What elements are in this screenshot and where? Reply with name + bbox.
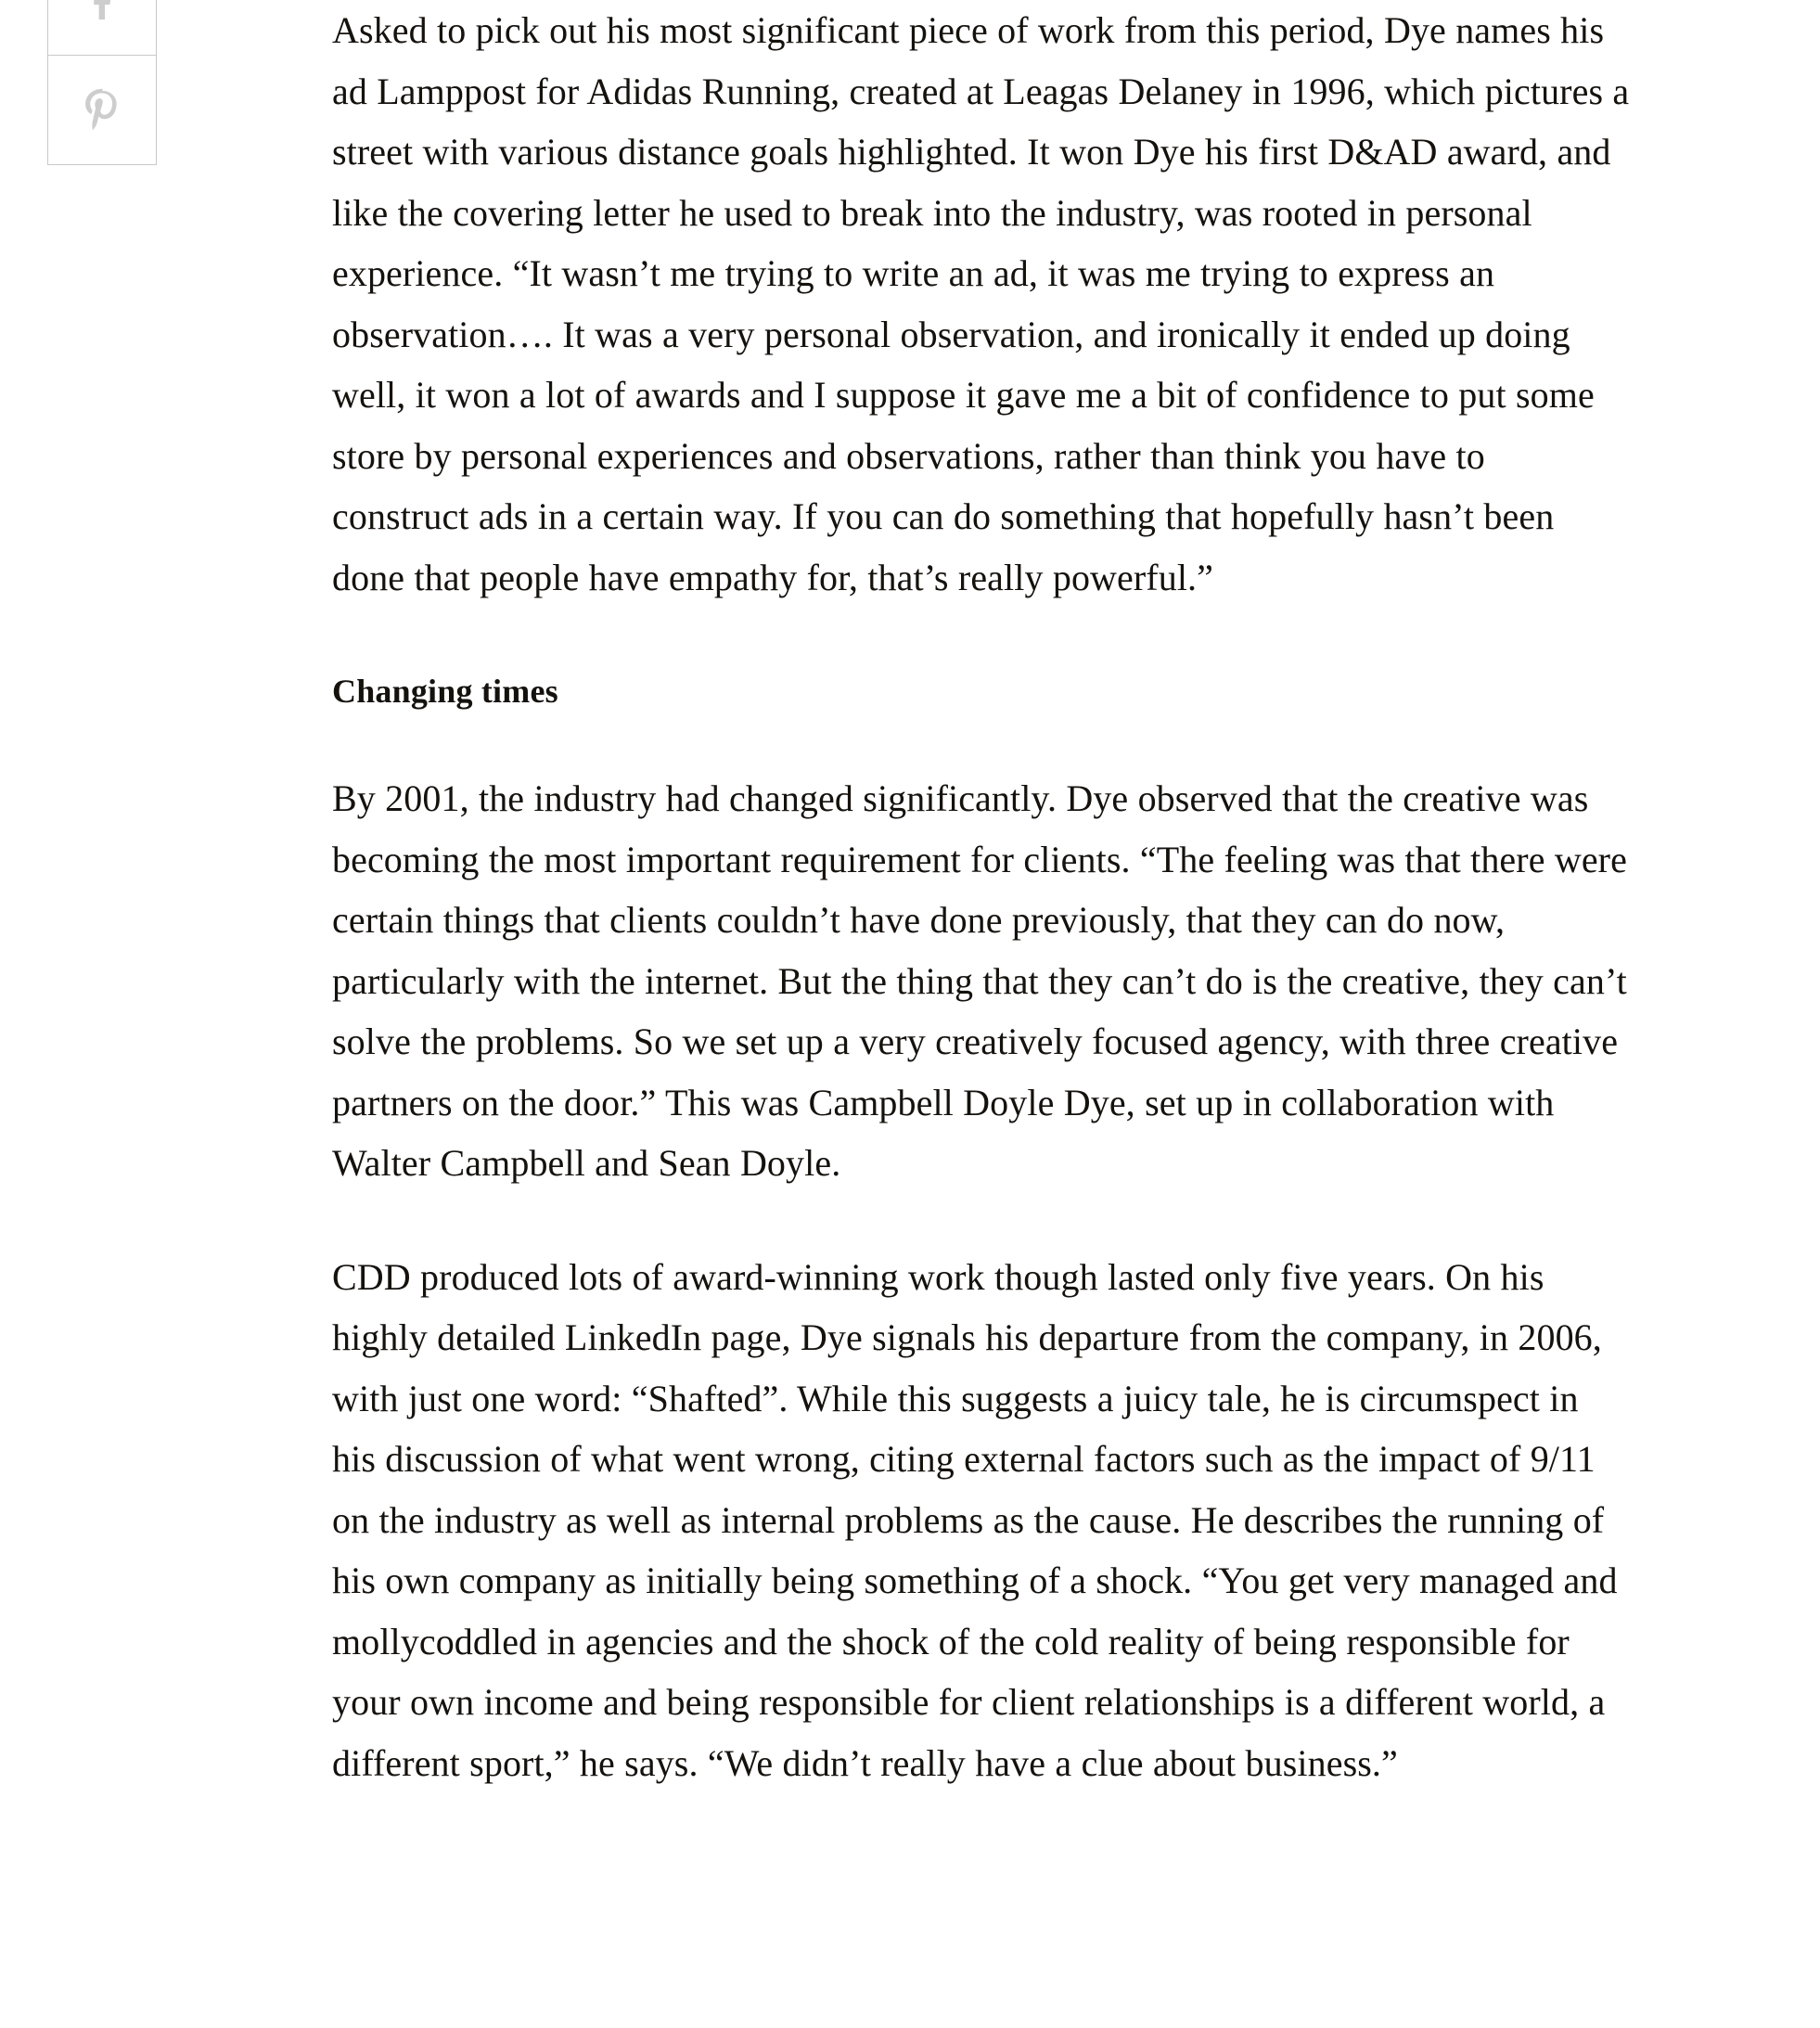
article-section-heading: Changing times <box>332 673 558 710</box>
pinterest-icon <box>75 83 129 137</box>
facebook-share-button[interactable] <box>48 0 156 55</box>
facebook-icon <box>81 0 123 21</box>
article-body <box>332 0 1631 1793</box>
pinterest-share-button[interactable] <box>48 55 156 164</box>
heading-spacer <box>332 661 1631 670</box>
article-paragraph-1: Asked to pick out his most significant piece of work from this period, Dye names his ad Lamppost for Adidas Running, created at Leagas Delaney in 1996, which pictures a street with various distance goals highlighted. It won Dye his first D&AD award, and like the covering letter he used to break into the industry, was rooted in personal experience. “It wasn’t me trying to write an ad, it was me trying to express an observation…. It was a very personal observation, and ironically it ended up doing well, it won a lot of awards and I suppose it gave me a bit of confidence to put some store by personal experiences and observations, rather than think you have to construct ads in a certain way. If you can do something that hopefully hasn’t been done that people have empathy for, that’s really powerful.” <box>332 9 1630 598</box>
article-paragraph-3: CDD produced lots of award-winning work though lasted only five years. On his highly detailed LinkedIn page, Dye signals his departure from the company, in 2006, with just one word: “Shafted”. While this suggests a juicy tale, he is circumspect in his discussion of what went wrong, citing external factors such as the impact of 9/11 on the industry as well as internal problems as the cause. He describes the running of his own company as initially being something of a shock. “You get very managed and mollycoddled in agencies and the shock of the cold reality of being responsible for your own income and being responsible for client relationships is a different world, a different sport,” he says. “We didn’t really have a clue about business.” <box>332 1255 1618 1784</box>
social-share-rail <box>47 0 157 165</box>
article-paragraph-2: By 2001, the industry had changed significantly. Dye observed that the creative was becoming the most important requirement for clients. “The feeling was that there were certain things that clients couldn’t have done previously, that they can do now, particularly with the internet. But the thing that they can’t do is the creative, they can’t solve the problems. So we set up a very creatively focused agency, with three creative partners on the door.” This was Campbell Doyle Dye, set up in collaboration with Walter Campbell and Sean Doyle. <box>332 777 1627 1184</box>
